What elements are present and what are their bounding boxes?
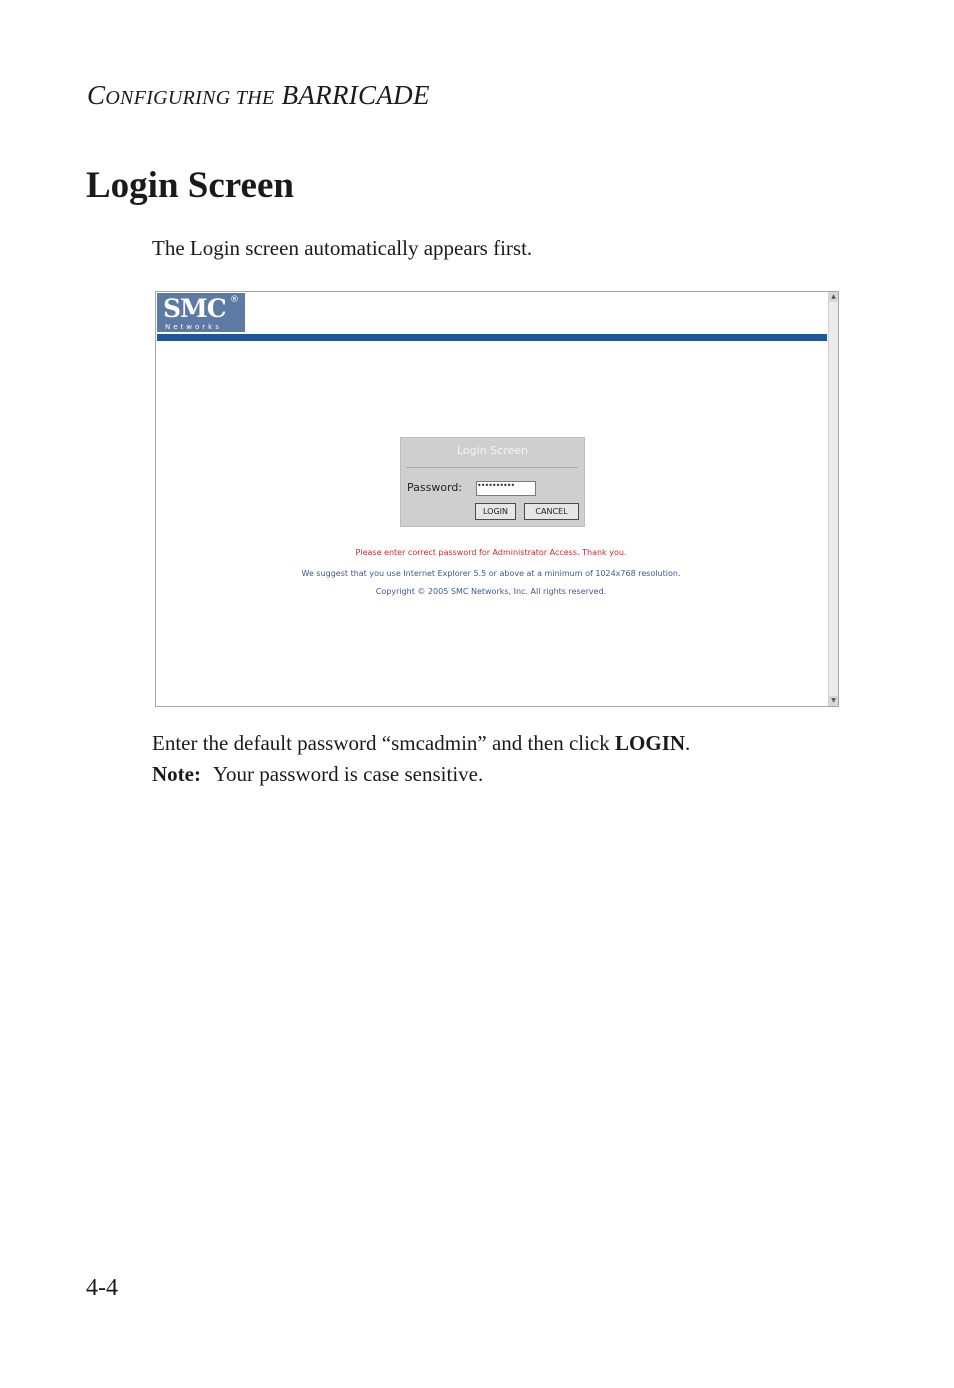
login-button[interactable]: LOGIN <box>475 503 516 520</box>
cancel-button[interactable]: CANCEL <box>524 503 579 520</box>
running-head-title: BARRICADE <box>281 80 430 110</box>
scroll-down-icon[interactable]: ▼ <box>829 696 838 706</box>
login-screenshot <box>155 291 839 707</box>
login-box-title: Login Screen <box>457 444 528 457</box>
header-bar <box>157 334 827 341</box>
instruction-login-keyword: LOGIN <box>615 731 686 755</box>
running-head-small-caps: ONFIGURING THE <box>105 87 275 109</box>
page-number: 4-4 <box>86 1275 118 1301</box>
note-text: Your password is case sensitive. <box>212 762 484 786</box>
note-label: Note: <box>152 762 201 786</box>
running-head-initial: C <box>87 80 106 110</box>
page-title: Login Screen <box>86 165 294 206</box>
logo-text: SMC <box>163 294 226 323</box>
instruction-paragraph <box>152 731 690 756</box>
vertical-scrollbar[interactable] <box>828 292 838 706</box>
browser-suggestion: We suggest that you use Internet Explorer 5.5 or above at a minimum of 1024x768 resolution. <box>301 569 681 578</box>
note-paragraph <box>152 762 483 787</box>
instruction-end: . <box>685 731 691 755</box>
login-box-divider <box>406 467 578 468</box>
logo-subtext: Networks <box>165 323 222 331</box>
smc-logo <box>157 293 245 332</box>
registered-mark: ® <box>230 295 239 305</box>
password-input[interactable]: •••••••••• <box>476 481 536 496</box>
login-box <box>400 437 585 527</box>
instruction-text: Enter the default password “smcadmin” and then click <box>152 731 616 755</box>
password-label: Password: <box>407 481 463 494</box>
copyright-notice: Copyright © 2005 SMC Networks, Inc. All rights reserved. <box>375 587 607 596</box>
scroll-up-icon[interactable]: ▲ <box>829 292 838 302</box>
error-message: Please enter correct password for Administrator Access. Thank you. <box>355 548 627 557</box>
running-head <box>87 80 430 111</box>
intro-paragraph: The Login screen automatically appears first. <box>152 236 533 260</box>
